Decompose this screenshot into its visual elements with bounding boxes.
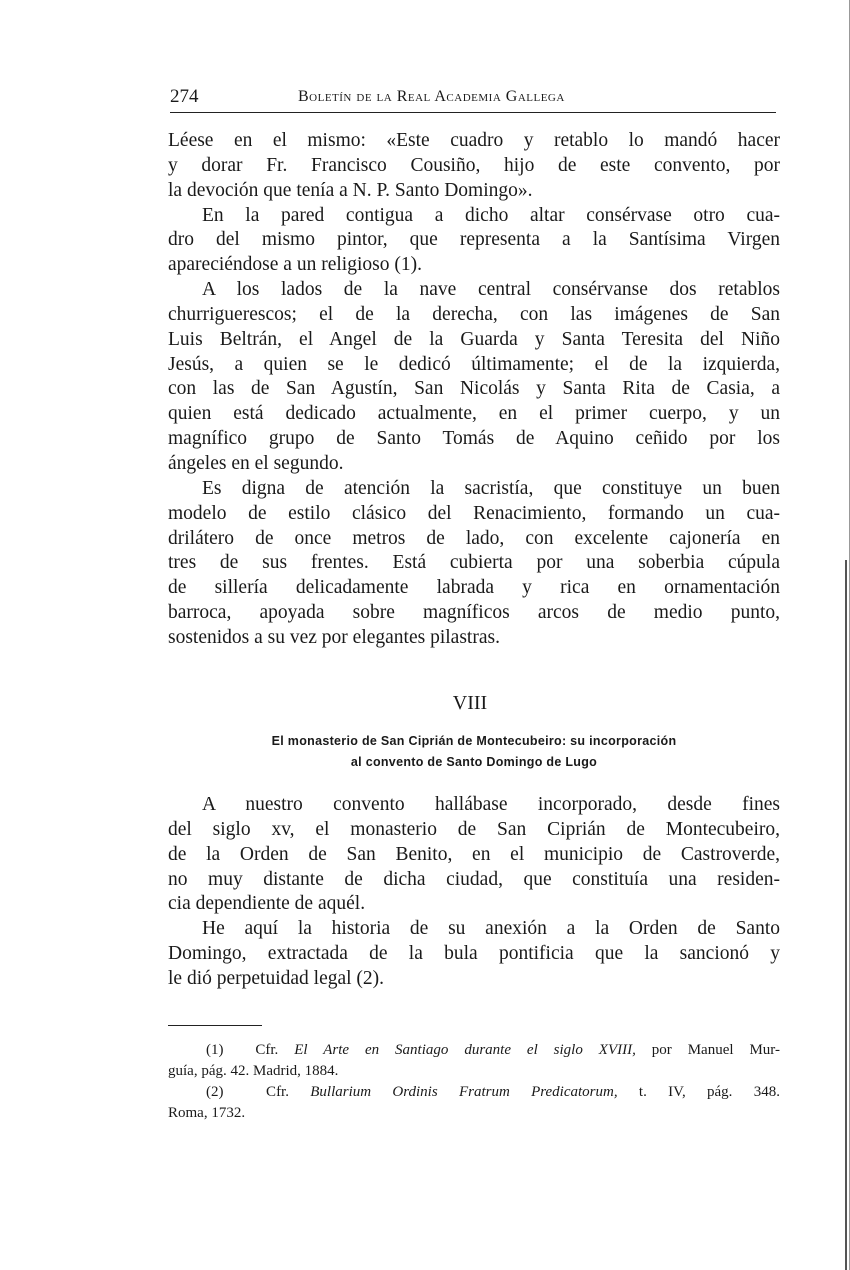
page-header	[170, 86, 776, 113]
footnote-title: El Arte en Santiago durante el siglo XVIII,	[294, 1042, 636, 1058]
text-line: con las de San Agustín, San Nicolás y Santa Rita de Casia, a	[168, 378, 780, 400]
footnote-line	[168, 1061, 780, 1082]
text-line: churriguerescos; el de la derecha, con las imágenes de San	[168, 303, 780, 325]
footnote-line	[168, 1040, 780, 1061]
text-line: En la pared contigua a dicho altar consérvase otro cua-	[202, 204, 780, 226]
text-line: ángeles en el segundo.	[168, 452, 344, 474]
running-title: Boletín de la Real Academia Gallega	[298, 88, 565, 105]
page-number: 274	[170, 86, 199, 107]
text-line: He aquí la historia de su anexión a la Orden de Santo	[202, 918, 780, 940]
body-text-top	[168, 129, 780, 651]
footnote-text: (1) Cfr.	[206, 1042, 295, 1058]
text-line: A los lados de la nave central consérvanse dos retablos	[202, 279, 780, 301]
text-line: dro del mismo pintor, que representa a la Santísima Virgen	[168, 229, 780, 251]
text-line: y dorar Fr. Francisco Cousiño, hijo de este convento, por	[168, 154, 780, 176]
text-line: sostenidos a su vez por elegantes pilastras.	[168, 626, 500, 648]
text-line: drilátero de once metros de lado, con excelente cajonería en	[168, 527, 780, 549]
footnote-text: t. IV, pág. 348.	[617, 1084, 780, 1100]
footnote-text: (2) Cfr.	[206, 1084, 311, 1100]
text-line: Luis Beltrán, el Angel de la Guarda y Santa Teresita del Niño	[168, 328, 780, 350]
text-line: Léese en el mismo: «Este cuadro y retablo lo mandó hacer	[168, 130, 780, 151]
footnote-text: Roma, 1732.	[168, 1105, 246, 1121]
scan-edge-shadow	[845, 560, 847, 1270]
footnote-text: por Manuel Mur-	[635, 1042, 781, 1058]
text-line: quien está dedicado actualmente, en el primer cuerpo, y un	[168, 403, 780, 425]
text-line: de sillería delicadamente labrada y rica en ornamentación	[168, 577, 780, 599]
text-line: barroca, apoyada sobre magníficos arcos de medio punto,	[168, 602, 780, 624]
footnote-title: Bullarium Ordinis Fratrum Predicatorum,	[310, 1084, 618, 1100]
text-line: Jesús, a quien se le dedicó últimamente; el de la izquierda,	[168, 353, 780, 375]
text-line: le dió perpetuidad legal (2).	[168, 967, 385, 989]
footnote-line	[168, 1103, 780, 1124]
text-line: magnífico grupo de Santo Tomás de Aquino ceñido por los	[168, 428, 780, 450]
text-line: cia dependiente de aquél.	[168, 893, 366, 915]
text-line: no muy distante de dicha ciudad, que constituía una residen-	[168, 868, 780, 890]
section-subtitle-line2: al convento de Santo Domingo de Lugo	[350, 755, 598, 769]
text-line: la devoción que tenía a N. P. Santo Domingo».	[168, 179, 533, 201]
body-text-bottom	[168, 793, 780, 992]
text-line: Domingo, extractada de la bula pontificia que la sancionó y	[168, 943, 780, 965]
text-line: del siglo xv, el monasterio de San Ciprián de Montecubeiro,	[168, 818, 780, 840]
text-line: tres de sus frentes. Está cubierta por una soberbia cúpula	[168, 552, 780, 574]
text-line: Es digna de atención la sacristía, que constituye un buen	[202, 477, 780, 499]
text-line: A nuestro convento hallábase incorporado, desde fines	[202, 794, 780, 815]
footnote-rule	[168, 1025, 262, 1026]
text-line: modelo de estilo clásico del Renacimiento, formando un cua-	[168, 502, 780, 524]
footnote-line	[168, 1082, 780, 1103]
section-number: VIII	[452, 692, 488, 714]
footnotes	[168, 1040, 780, 1124]
section-subtitle-line1: El monasterio de San Ciprián de Montecubeiro: su incorporación	[271, 734, 677, 748]
text-line: apareciéndose a un religioso (1).	[168, 254, 422, 276]
text-line: de la Orden de San Benito, en el municipio de Castroverde,	[168, 843, 780, 865]
footnote-text: guía, pág. 42. Madrid, 1884.	[168, 1063, 339, 1079]
